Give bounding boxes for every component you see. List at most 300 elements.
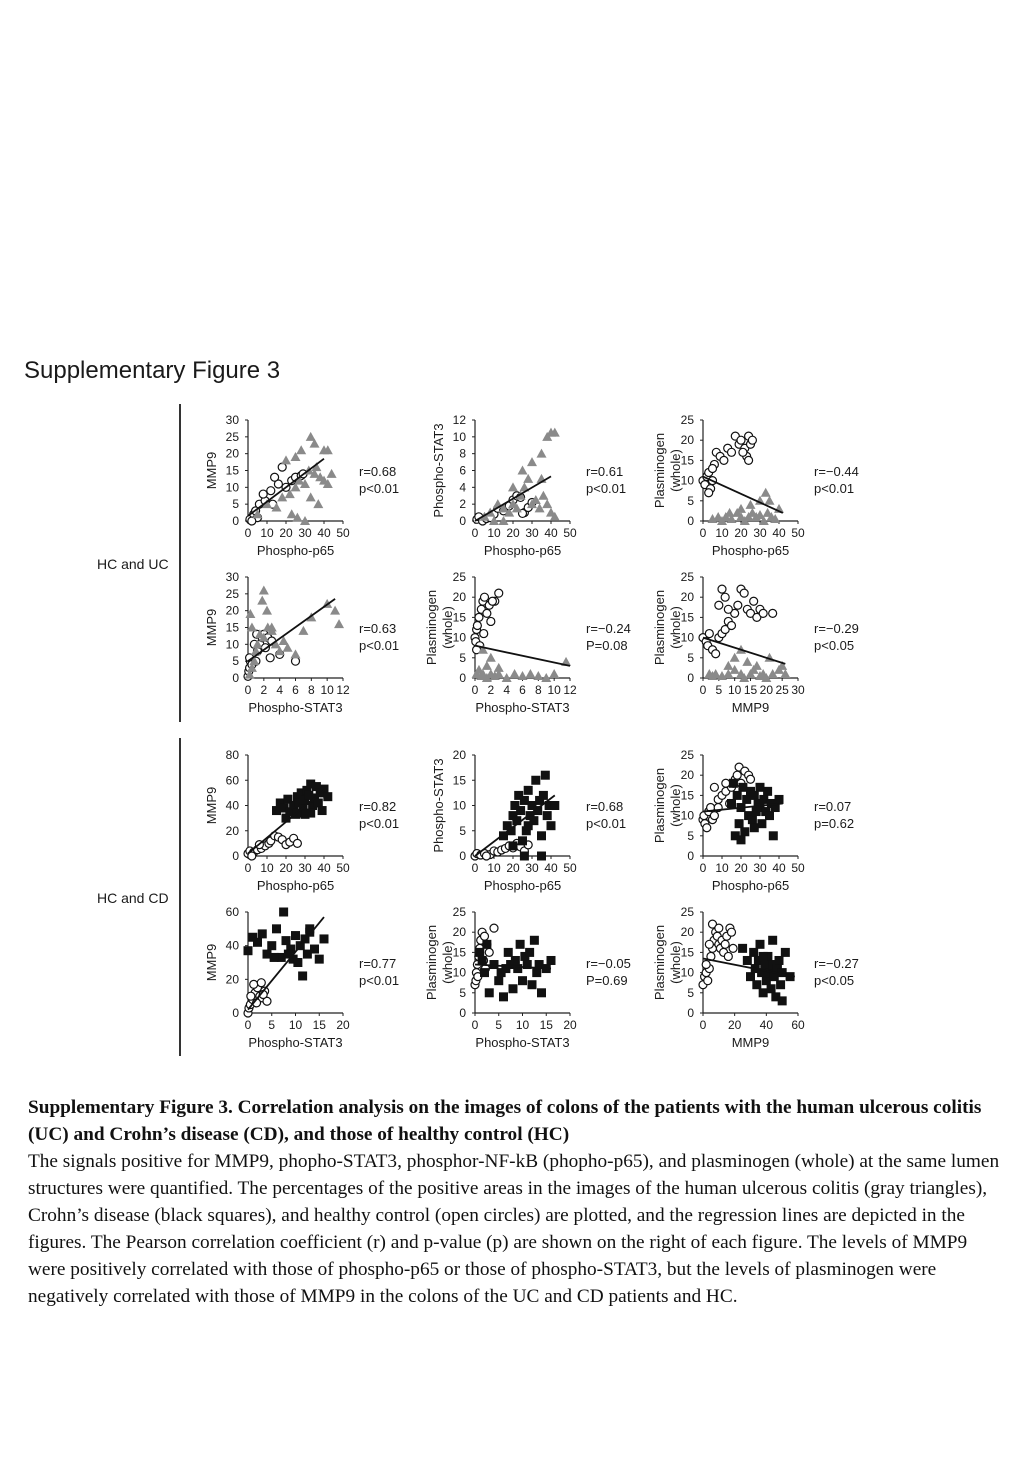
x-tick-label: 8 xyxy=(534,683,542,697)
hc-point xyxy=(257,979,265,987)
y-tick-label: 20 xyxy=(452,748,466,762)
y-tick-label: 25 xyxy=(225,586,239,601)
y-axis-label: MMP9 xyxy=(204,608,219,647)
hc-point xyxy=(705,630,713,638)
group-label-cd: HC and CD xyxy=(97,890,169,906)
y-axis-label-line2: (whole) xyxy=(668,941,683,984)
hc-point xyxy=(250,980,258,988)
stat-p-value: p<0.01 xyxy=(359,973,400,988)
cd-point xyxy=(513,964,522,973)
uc-point xyxy=(486,653,496,662)
x-tick-label: 40 xyxy=(772,861,786,875)
stat-p-value: p<0.05 xyxy=(814,638,855,653)
cd-point xyxy=(752,980,761,989)
x-tick-label: 60 xyxy=(791,1018,805,1032)
stat-p-value: p<0.05 xyxy=(814,973,855,988)
cd-point xyxy=(272,924,281,933)
hc-point xyxy=(490,924,498,932)
stat-p-value: p<0.01 xyxy=(814,481,855,496)
y-tick-label: 40 xyxy=(225,938,239,953)
uc-point xyxy=(327,469,337,478)
y-tick-label: 10 xyxy=(225,637,239,652)
x-tick-label: 10 xyxy=(487,861,501,875)
x-tick-label: 0 xyxy=(699,683,707,697)
x-tick-label: 10 xyxy=(320,683,334,697)
cd-point xyxy=(768,936,777,945)
hc-point xyxy=(481,932,489,940)
y-tick-label: 10 xyxy=(452,429,466,444)
y-axis-label: Plasminogen xyxy=(424,589,439,666)
cd-point xyxy=(733,791,742,800)
x-tick-label: 20 xyxy=(727,1018,742,1032)
hc-point xyxy=(267,487,275,495)
hc-point xyxy=(293,839,301,847)
hc-point xyxy=(712,650,720,658)
y-tick-label: 10 xyxy=(680,630,694,645)
y-axis-label: Plasminogen xyxy=(652,767,667,844)
y-axis-label: Plasminogen xyxy=(652,924,667,1001)
x-tick-label: 50 xyxy=(791,526,805,540)
scatter-panel xyxy=(652,905,859,1050)
y-tick-label: 15 xyxy=(225,463,239,478)
x-tick-label: 40 xyxy=(544,861,558,875)
hc-point xyxy=(733,771,741,779)
cd-point xyxy=(499,992,508,1001)
hc-point xyxy=(715,601,723,609)
x-tick-label: 30 xyxy=(525,526,539,540)
y-axis-label-line2: (whole) xyxy=(440,606,455,649)
cd-point xyxy=(740,827,749,836)
x-tick-label: 10 xyxy=(288,1018,303,1032)
cd-point xyxy=(244,946,253,955)
hc-point xyxy=(483,609,491,617)
x-tick-label: 6 xyxy=(519,683,526,697)
cd-point xyxy=(478,956,487,965)
y-tick-label: 15 xyxy=(680,788,694,803)
y-tick-label: 10 xyxy=(680,965,694,980)
x-tick-label: 20 xyxy=(734,526,748,540)
stat-p-value: p<0.01 xyxy=(586,816,627,831)
y-tick-label: 5 xyxy=(459,650,466,665)
y-tick-label: 15 xyxy=(452,773,466,788)
cd-point xyxy=(253,938,262,947)
y-axis-label-line2: (whole) xyxy=(668,449,683,492)
cd-point xyxy=(749,948,758,957)
x-axis-label: Phospho-p65 xyxy=(256,878,335,893)
y-tick-label: 20 xyxy=(680,768,694,783)
cd-point xyxy=(775,795,784,804)
x-tick-label: 30 xyxy=(753,526,767,540)
uc-point xyxy=(334,619,344,628)
x-tick-label: 10 xyxy=(715,526,729,540)
stat-p-value: P=0.69 xyxy=(586,973,628,988)
x-axis-label: Phospho-p65 xyxy=(711,543,790,558)
x-tick-label: 0 xyxy=(471,1018,479,1032)
y-tick-label: 20 xyxy=(225,446,239,461)
y-tick-label: 20 xyxy=(225,603,239,618)
cd-point xyxy=(756,783,765,792)
y-tick-label: 15 xyxy=(680,610,694,625)
hc-point xyxy=(724,605,732,613)
x-tick-label: 30 xyxy=(298,526,312,540)
y-tick-label: 0 xyxy=(687,671,694,685)
uc-point xyxy=(736,504,746,513)
cd-point xyxy=(537,852,546,861)
x-tick-label: 50 xyxy=(336,861,350,875)
y-axis-label: MMP9 xyxy=(204,786,219,825)
uc-point xyxy=(482,661,492,670)
hc-point xyxy=(728,621,736,629)
y-tick-label: 20 xyxy=(225,972,239,987)
cd-point xyxy=(475,948,484,957)
cd-point xyxy=(530,936,539,945)
hc-point xyxy=(487,617,495,625)
cd-point xyxy=(735,819,744,828)
uc-point xyxy=(262,606,272,615)
cd-point xyxy=(318,806,327,815)
x-tick-label: 30 xyxy=(753,861,767,875)
cd-point xyxy=(727,799,736,808)
y-axis-label-line2: (whole) xyxy=(440,941,455,984)
x-tick-label: 40 xyxy=(772,526,786,540)
hc-point xyxy=(259,490,267,498)
x-tick-label: 12 xyxy=(336,683,350,697)
hc-point xyxy=(721,940,729,948)
cd-point xyxy=(509,984,518,993)
page-title: Supplementary Figure 3 xyxy=(24,357,281,384)
uc-point xyxy=(752,661,762,670)
x-tick-label: 40 xyxy=(317,861,331,875)
cd-point xyxy=(737,835,746,844)
y-tick-label: 25 xyxy=(680,748,694,762)
y-tick-label: 10 xyxy=(680,808,694,823)
uc-point xyxy=(281,455,291,464)
cd-point xyxy=(767,984,776,993)
scatter-panel xyxy=(204,748,399,893)
y-tick-label: 30 xyxy=(225,570,239,584)
uc-point xyxy=(527,457,537,466)
x-axis-label: MMP9 xyxy=(731,1035,770,1050)
hc-point xyxy=(710,812,718,820)
y-tick-label: 25 xyxy=(680,413,694,427)
y-tick-label: 5 xyxy=(459,823,466,838)
stat-r-value: r=−0.05 xyxy=(586,956,631,971)
x-tick-label: 50 xyxy=(563,861,577,875)
y-axis-label: Plasminogen xyxy=(652,432,667,509)
x-tick-label: 0 xyxy=(699,1018,707,1032)
y-tick-label: 15 xyxy=(680,453,694,468)
hc-point xyxy=(710,783,718,791)
y-tick-label: 0 xyxy=(459,671,466,685)
x-tick-label: 30 xyxy=(791,683,805,697)
y-tick-label: 25 xyxy=(225,429,239,444)
cd-point xyxy=(769,831,778,840)
x-tick-label: 5 xyxy=(495,1018,503,1032)
uc-point xyxy=(730,653,740,662)
uc-point xyxy=(549,669,559,678)
x-tick-label: 20 xyxy=(759,683,774,697)
y-tick-label: 4 xyxy=(459,480,466,495)
hc-point xyxy=(739,448,747,456)
uc-point xyxy=(298,626,308,635)
uc-point xyxy=(518,671,528,680)
x-tick-label: 0 xyxy=(244,861,252,875)
hc-point xyxy=(740,589,748,597)
y-axis-label-line2: (whole) xyxy=(668,784,683,827)
y-axis-label: MMP9 xyxy=(204,943,219,982)
y-tick-label: 6 xyxy=(459,463,466,478)
y-axis-label: MMP9 xyxy=(204,451,219,490)
stat-r-value: r=−0.44 xyxy=(814,464,859,479)
x-tick-label: 50 xyxy=(336,526,350,540)
hc-point xyxy=(748,436,756,444)
y-axis-label: Phospho-STAT3 xyxy=(431,423,446,518)
x-axis-label: Phospho-p65 xyxy=(483,543,562,558)
uc-point xyxy=(296,445,306,454)
hc-point xyxy=(475,613,483,621)
uc-point xyxy=(508,482,518,491)
y-tick-label: 20 xyxy=(680,590,694,605)
y-tick-label: 60 xyxy=(225,905,239,919)
cd-point xyxy=(760,960,769,969)
stat-r-value: r=0.82 xyxy=(359,799,397,814)
cd-point xyxy=(543,811,552,820)
hc-point xyxy=(718,585,726,593)
y-tick-label: 0 xyxy=(232,1006,239,1020)
x-tick-label: 15 xyxy=(539,1018,553,1032)
cd-point xyxy=(291,931,300,940)
hc-point xyxy=(724,952,732,960)
hc-point xyxy=(481,593,489,601)
x-tick-label: 10 xyxy=(727,683,742,697)
cd-point xyxy=(729,779,738,788)
hc-point xyxy=(488,597,496,605)
y-tick-label: 0 xyxy=(459,1006,466,1020)
x-tick-label: 0 xyxy=(244,526,252,540)
cd-point xyxy=(482,940,491,949)
stat-p-value: p<0.01 xyxy=(359,638,400,653)
x-tick-label: 50 xyxy=(791,861,805,875)
uc-point xyxy=(306,492,316,501)
cd-point xyxy=(550,801,559,810)
y-tick-label: 15 xyxy=(452,610,466,625)
x-axis-label: Phospho-STAT3 xyxy=(475,700,570,715)
scatter-panel xyxy=(424,570,631,715)
y-tick-label: 15 xyxy=(680,945,694,960)
cd-point xyxy=(528,980,537,989)
y-tick-label: 5 xyxy=(232,654,239,669)
cd-point xyxy=(485,988,494,997)
y-tick-label: 0 xyxy=(687,1006,694,1020)
x-tick-label: 50 xyxy=(563,526,577,540)
y-tick-label: 20 xyxy=(680,433,694,448)
y-tick-label: 0 xyxy=(687,849,694,863)
x-tick-label: 2 xyxy=(487,683,495,697)
hc-point xyxy=(247,992,255,1000)
x-tick-label: 40 xyxy=(759,1018,774,1032)
hc-point xyxy=(495,589,503,597)
hc-point xyxy=(473,621,481,629)
stat-r-value: r=0.61 xyxy=(586,464,624,479)
cd-point xyxy=(293,958,302,967)
cd-point xyxy=(258,929,267,938)
cd-point xyxy=(750,823,759,832)
hc-point xyxy=(750,597,758,605)
x-tick-label: 10 xyxy=(260,526,274,540)
regression-line xyxy=(248,599,335,661)
hc-point xyxy=(480,630,488,638)
hc-point xyxy=(734,601,742,609)
y-tick-label: 5 xyxy=(687,650,694,665)
x-tick-label: 20 xyxy=(279,861,293,875)
x-tick-label: 20 xyxy=(279,526,293,540)
x-axis-label: Phospho-STAT3 xyxy=(475,1035,570,1050)
x-tick-label: 25 xyxy=(775,683,789,697)
stat-p-value: p<0.01 xyxy=(359,481,400,496)
y-tick-label: 5 xyxy=(687,985,694,1000)
y-tick-label: 0 xyxy=(459,849,466,863)
cd-point xyxy=(509,841,518,850)
uc-point xyxy=(510,669,520,678)
x-tick-label: 8 xyxy=(307,683,315,697)
x-tick-label: 10 xyxy=(487,526,501,540)
hc-point xyxy=(721,593,729,601)
cd-point xyxy=(518,976,527,985)
uc-point xyxy=(518,466,528,475)
cd-point xyxy=(759,988,768,997)
cd-point xyxy=(516,806,525,815)
uc-point xyxy=(723,661,733,670)
cd-point xyxy=(282,936,291,945)
hc-point xyxy=(747,775,755,783)
hc-point xyxy=(737,436,745,444)
cd-point xyxy=(746,972,755,981)
caption-body: The signals positive for MMP9, phopho-STAT3, phosphor-NF-kB (phopho-p65), and plasminogen (whole) at the same lumen structures were quantified. The percentages of the positive areas in the images of the human ulcerous colitis (gray triangles), Crohn’s disease (black squares), and healthy control (open circles) are plotted, and the regression lines are depicted in the figures. The Pearson correlation coefficient (r) and p-value (p) are shown on the right of each figure. The levels of MMP9 were positively correlated with those of phospho-p65 or those of phospho-STAT3, but the levels of plasminogen were negatively correlated with those of MMP9 in the colons of the UC and CD patients and HC. xyxy=(28,1151,1000,1307)
cd-point xyxy=(541,771,550,780)
cd-point xyxy=(270,953,279,962)
hc-point xyxy=(709,464,717,472)
stat-r-value: r=0.68 xyxy=(586,799,624,814)
y-tick-label: 20 xyxy=(225,823,239,838)
uc-point xyxy=(523,474,533,483)
x-tick-label: 5 xyxy=(268,1018,276,1032)
cd-point xyxy=(320,934,329,943)
uc-point xyxy=(257,596,267,605)
y-tick-label: 60 xyxy=(225,773,239,788)
cd-point xyxy=(315,955,324,964)
y-tick-label: 0 xyxy=(232,849,239,863)
y-tick-label: 0 xyxy=(232,514,239,528)
hc-point xyxy=(485,948,493,956)
x-tick-label: 10 xyxy=(515,1018,530,1032)
uc-point xyxy=(542,499,552,508)
x-tick-label: 20 xyxy=(506,526,520,540)
y-tick-label: 5 xyxy=(687,828,694,843)
hc-point xyxy=(705,489,713,497)
x-tick-label: 0 xyxy=(471,683,479,697)
stat-p-value: P=0.08 xyxy=(586,638,628,653)
hc-point xyxy=(728,448,736,456)
caption-title: Supplementary Figure 3. Correlation analysis on the images of colons of the patients with the human ulcerous colitis (UC) and Crohn’s disease (CD), and those of healthy control (HC) xyxy=(28,1097,982,1145)
x-axis-label: Phospho-p65 xyxy=(256,543,335,558)
x-axis-label: Phospho-STAT3 xyxy=(248,1035,343,1050)
y-axis-label: Plasminogen xyxy=(652,589,667,666)
scatter-panel xyxy=(652,413,859,558)
cd-point xyxy=(781,948,790,957)
cd-point xyxy=(539,791,548,800)
cd-point xyxy=(298,971,307,980)
x-tick-label: 6 xyxy=(292,683,299,697)
y-axis-label-line2: (whole) xyxy=(668,606,683,649)
uc-point xyxy=(259,585,269,594)
cd-point xyxy=(310,945,319,954)
figure-caption xyxy=(28,1094,1008,1310)
x-tick-label: 10 xyxy=(715,861,729,875)
y-tick-label: 0 xyxy=(459,514,466,528)
stat-r-value: r=0.07 xyxy=(814,799,852,814)
cd-point xyxy=(516,940,525,949)
y-tick-label: 20 xyxy=(452,590,466,605)
uc-point xyxy=(537,449,547,458)
y-axis-label: Phospho-STAT3 xyxy=(431,758,446,853)
cd-point xyxy=(748,815,757,824)
hc-point xyxy=(702,961,710,969)
cd-point xyxy=(525,948,534,957)
cd-point xyxy=(537,988,546,997)
hc-point xyxy=(703,824,711,832)
y-tick-label: 25 xyxy=(452,570,466,584)
x-tick-label: 15 xyxy=(312,1018,326,1032)
cd-point xyxy=(524,786,533,795)
y-tick-label: 10 xyxy=(680,473,694,488)
y-tick-label: 5 xyxy=(459,985,466,1000)
cd-point xyxy=(480,968,489,977)
y-tick-label: 10 xyxy=(452,630,466,645)
hc-point xyxy=(722,779,730,787)
cd-point xyxy=(778,996,787,1005)
y-tick-label: 10 xyxy=(452,965,466,980)
x-tick-label: 0 xyxy=(244,1018,252,1032)
uc-point xyxy=(742,657,752,666)
scatter-panel xyxy=(204,905,399,1050)
cd-point xyxy=(267,941,276,950)
hc-point xyxy=(271,473,279,481)
hc-point xyxy=(769,609,777,617)
stat-p-value: p<0.01 xyxy=(586,481,627,496)
uc-point xyxy=(525,669,535,678)
y-tick-label: 40 xyxy=(225,798,239,813)
hc-point xyxy=(720,456,728,464)
x-tick-label: 40 xyxy=(544,526,558,540)
y-tick-label: 0 xyxy=(687,514,694,528)
stat-p-value: p<0.01 xyxy=(359,816,400,831)
x-tick-label: 30 xyxy=(298,861,312,875)
x-tick-label: 0 xyxy=(471,861,479,875)
cd-point xyxy=(520,852,529,861)
stat-r-value: r=−0.29 xyxy=(814,621,859,636)
x-axis-label: Phospho-STAT3 xyxy=(248,700,343,715)
scatter-panel xyxy=(652,748,854,893)
y-tick-label: 0 xyxy=(232,671,239,685)
uc-point xyxy=(533,671,543,680)
hc-point xyxy=(715,924,723,932)
x-tick-label: 0 xyxy=(699,861,707,875)
x-tick-label: 4 xyxy=(503,683,511,697)
x-tick-label: 20 xyxy=(734,861,748,875)
cd-point xyxy=(775,956,784,965)
y-tick-label: 2 xyxy=(459,497,466,512)
y-tick-label: 5 xyxy=(232,497,239,512)
